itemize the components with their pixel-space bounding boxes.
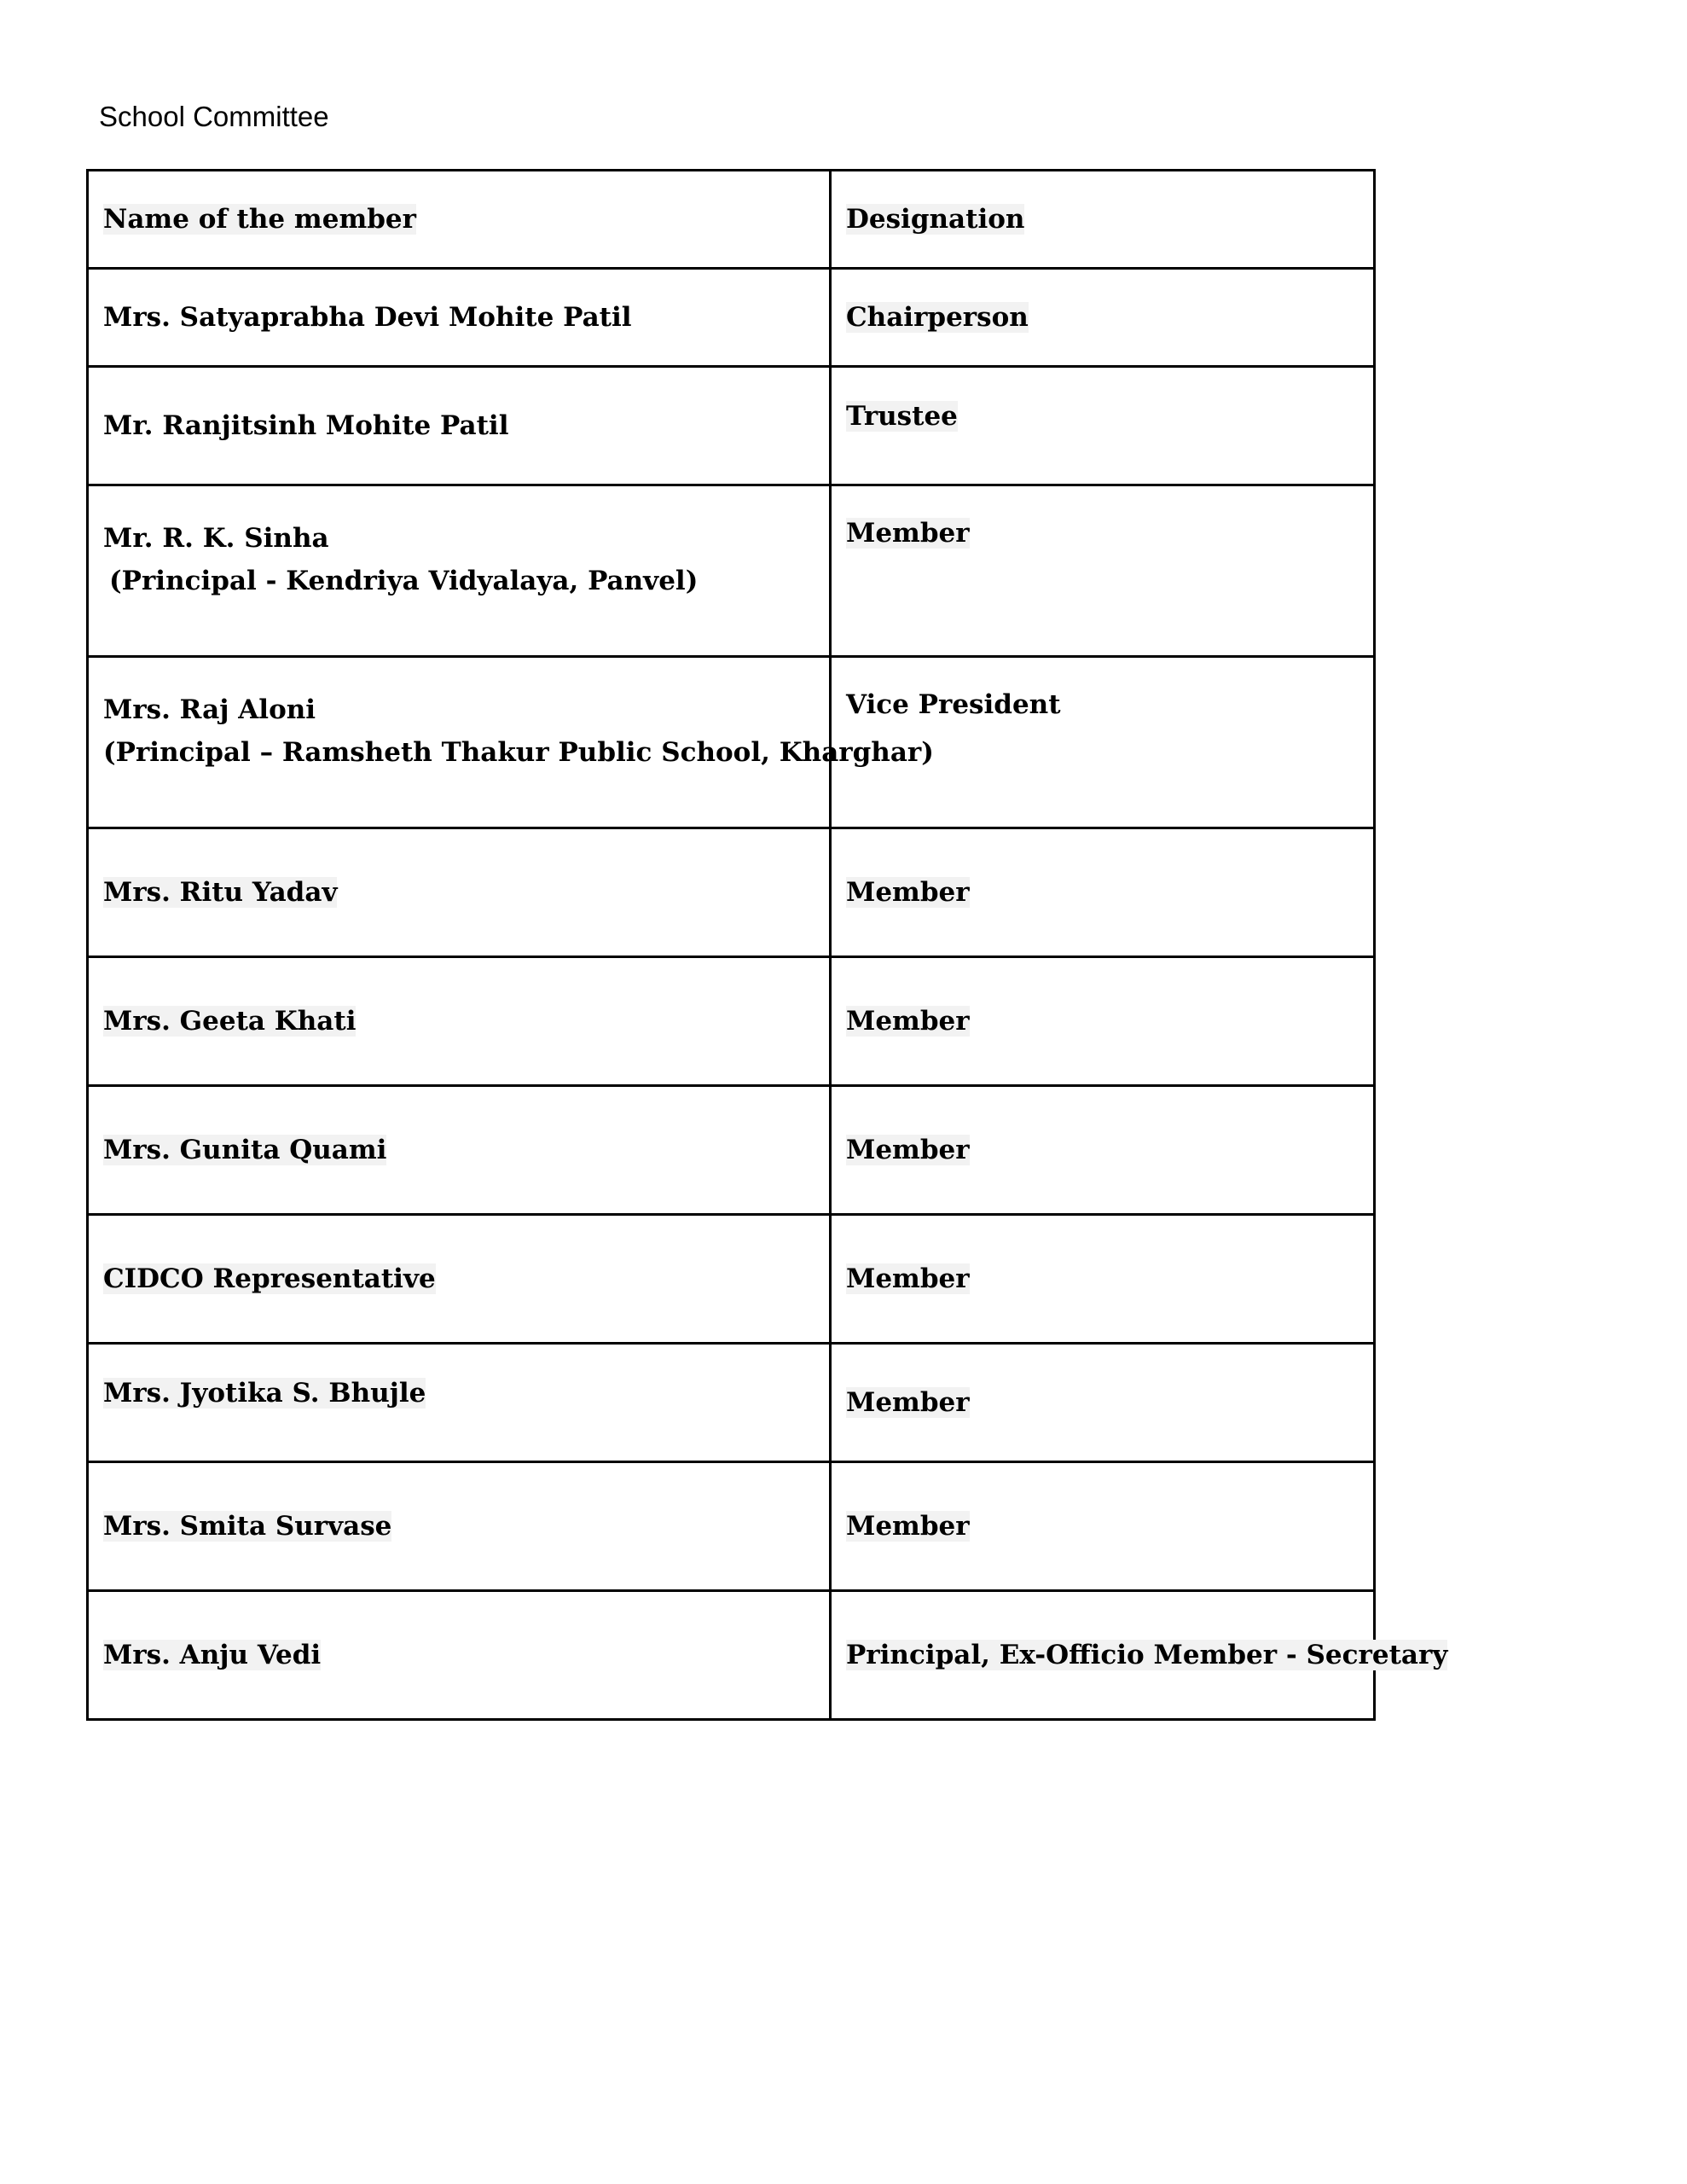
table-row [88, 1462, 1375, 1591]
member-name: Mrs. Geeta Khati [103, 1006, 357, 1037]
header-cell-designation [831, 171, 1375, 269]
designation-cell [831, 1215, 1375, 1344]
designation-cell [831, 1591, 1448, 1720]
table-header-row [88, 171, 1375, 269]
member-name-cell [88, 1462, 831, 1591]
member-name-cell [88, 1591, 831, 1720]
member-designation: Chairperson [846, 302, 1029, 333]
member-designation: Vice President [846, 689, 1061, 720]
table-row [88, 485, 1375, 657]
header-cell-name [88, 171, 831, 269]
designation-cell [831, 1344, 1375, 1462]
member-designation: Member [846, 1511, 970, 1542]
designation-cell [831, 367, 1375, 485]
header-name-text: Name of the member [103, 204, 416, 235]
table-row [88, 1591, 1375, 1720]
member-name-cell [88, 1086, 831, 1215]
table-row [88, 957, 1375, 1086]
designation-cell [831, 485, 1375, 657]
member-designation: Member [846, 877, 970, 908]
member-name: CIDCO Representative [103, 1263, 436, 1294]
member-designation: Principal, Ex-Officio Member - Secretary [846, 1640, 1448, 1670]
member-designation: Member [846, 1006, 970, 1037]
member-name-cell [88, 269, 831, 367]
member-designation: Member [846, 1135, 970, 1165]
member-designation: Member [846, 518, 970, 549]
table-row [88, 657, 1375, 828]
member-name-cell [88, 828, 831, 957]
member-designation: Member [846, 1263, 970, 1294]
member-name: Mrs. Smita Survase [103, 1511, 392, 1542]
member-name: Mr. R. K. Sinha [103, 523, 329, 554]
table-row [88, 367, 1375, 485]
member-designation: Trustee [846, 401, 958, 432]
member-name: Mr. Ranjitsinh Mohite Patil [103, 410, 509, 441]
member-name-cell [88, 485, 831, 657]
table-row [88, 1344, 1375, 1462]
designation-cell [831, 957, 1375, 1086]
committee-table [86, 169, 1448, 1721]
table-row [88, 828, 1375, 957]
table-row [88, 1086, 1375, 1215]
member-name-cell [88, 657, 934, 828]
table-row [88, 1215, 1375, 1344]
page-title: School Committee [99, 101, 329, 132]
member-name-note: (Principal - Kendriya Vidyalaya, Panvel) [109, 566, 699, 596]
member-name-cell [88, 1344, 831, 1462]
designation-cell [831, 269, 1375, 367]
member-name: Mrs. Ritu Yadav [103, 877, 338, 908]
header-designation-text: Designation [846, 204, 1025, 235]
designation-cell [831, 1086, 1375, 1215]
member-designation: Member [846, 1387, 970, 1418]
designation-cell [831, 828, 1375, 957]
designation-cell [831, 1462, 1375, 1591]
member-name-cell [88, 1215, 831, 1344]
member-name: Mrs. Anju Vedi [103, 1640, 322, 1670]
member-name: Mrs. Jyotika S. Bhujle [103, 1378, 426, 1409]
member-name-note: (Principal – Ramsheth Thakur Public School, Kharghar) [103, 737, 934, 768]
member-name-cell [88, 367, 831, 485]
member-name: Mrs. Satyaprabha Devi Mohite Patil [103, 302, 632, 333]
table-row [88, 269, 1375, 367]
member-name: Mrs. Gunita Quami [103, 1135, 387, 1165]
member-name: Mrs. Raj Aloni [103, 694, 316, 725]
member-name-cell [88, 957, 831, 1086]
